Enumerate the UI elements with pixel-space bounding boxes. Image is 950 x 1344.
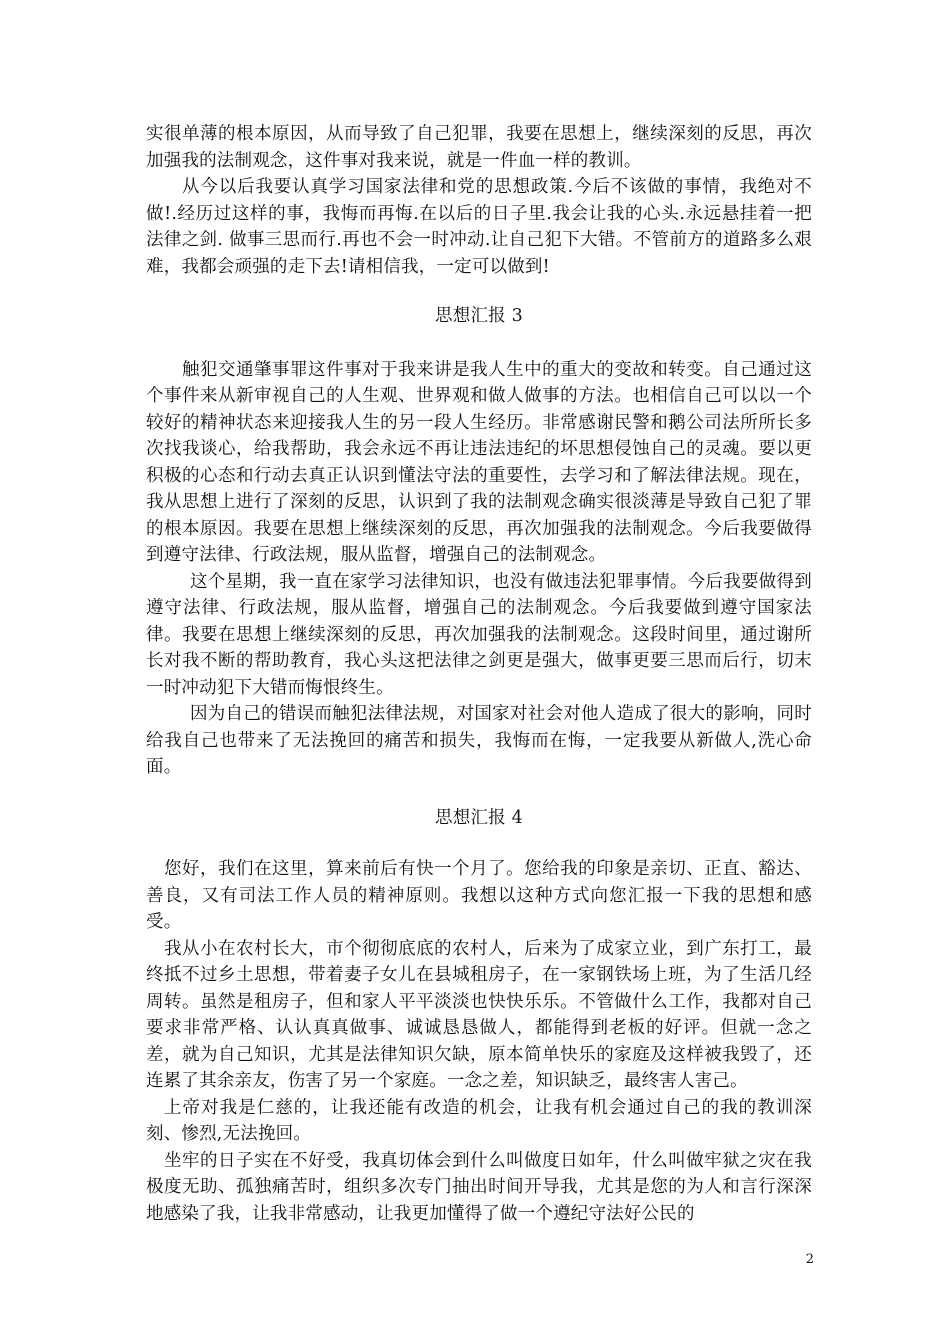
section3-paragraph-1: 触犯交通肇事罪这件事对于我来讲是我人生中的重大的变故和转变。自己通过这个事件来从新审视自己的人生观、世界观和做人做事的方法。也相信自己可以以一个较好的精神状态来迎接我人生的另一段人生经历。非常感谢民警和鹅公司法所所长多次找我谈心，给我帮助，我会永远不再让违法违纪的坏思想侵蚀自己的灵魂。要以更积极的心态和行动去真正认识到懂法守法的重要性，去学习和了解法律法规。现在，我从思想上进行了深刻的反思，认识到了我的法制观念确实很淡薄是导致自己犯了罪的根本原因。我要在思想上继续深刻的反思，再次加强我的法制观念。今后我要做得到遵守法律、行政法规，服从监督，增强自己的法制观念。	[146, 359, 812, 565]
section4-paragraph-3: 上帝对我是仁慈的，让我还能有改造的机会，让我有机会通过自己的我的教训深刻、惨烈,无法挽回。	[146, 1097, 812, 1144]
paragraph-continuation: 实很单薄的根本原因，从而导致了自己犯罪，我要在思想上，继续深刻的反思，再次加强我的法制观念，这件事对我来说，就是一件血一样的教训。	[146, 124, 812, 171]
section-heading-4: 思想汇报 4	[435, 807, 523, 828]
section3-paragraph-2: 这个星期，我一直在家学习法律知识，也没有做违法犯罪事情。今后我要做得到遵守法律、行政法规，服从监督，增强自己的法制观念。今后我要做到遵守国家法律。我要在思想上继续深刻的反思，再次加强我的法制观念。这段时间里，通过谢所长对我不断的帮助教育，我心头这把法律之剑更是强大，做事更要三思而后行，切末一时冲动犯下大错而悔恨终生。	[146, 571, 812, 698]
section4-paragraph-2: 我从小在农村长大，市个彻彻底底的农村人，后来为了成家立业，到广东打工，最终抵不过乡土思想，带着妻子女儿在县城租房子，在一家钢铁场上班，为了生活几经周转。虽然是租房子，但和家人平平淡淡也快快乐乐。不管做什么工作，我都对自己要求非常严格、认认真真做事、诚诚恳恳做人，都能得到老板的好评。但就一念之差，就为自己知识，尤其是法律知识欠缺，原本简单快乐的家庭及这样被我毁了，还连累了其余亲友，伤害了另一个家庭。一念之差，知识缺乏，最终害人害己。	[146, 938, 812, 1091]
page-number: 2	[805, 1252, 814, 1267]
document-body	[146, 121, 812, 1227]
section4-paragraph-1: 您好，我们在这里，算来前后有快一个月了。您给我的印象是亲切、正直、豁达、善良，又有司法工作人员的精神原则。我想以这种方式向您汇报一下我的思想和感受。	[146, 859, 812, 932]
section4-paragraph-4: 坐牢的日子实在不好受，我真切体会到什么叫做度日如年，什么叫做牢狱之灾在我极度无助、孤独痛苦时，组织多次专门抽出时间开导我，尤其是您的为人和言行深深地感染了我，让我非常感动，让我更加懂得了做一个遵纪守法好公民的	[146, 1150, 812, 1224]
section3-paragraph-3: 因为自己的错误而触犯法律法规，对国家对社会对他人造成了很大的影响，同时给我自己也带来了无法挽回的痛苦和损失，我悔而在悔，一定我要从新做人,洗心命面。	[146, 704, 812, 777]
paragraph-future-commitment: 从今以后我要认真学习国家法律和党的思想政策.今后不该做的事情，我绝对不做!.经历过这样的事，我悔而再悔.在以后的日子里.我会让我的心头.永远悬挂着一把法律之剑. 做事三思而行.再也不会一时冲动.让自己犯下大错。不管前方的道路多么艰难，我都会顽强的走下去!请相信我，一定可以做到!	[146, 177, 812, 277]
section-heading-3: 思想汇报 3	[435, 306, 523, 326]
